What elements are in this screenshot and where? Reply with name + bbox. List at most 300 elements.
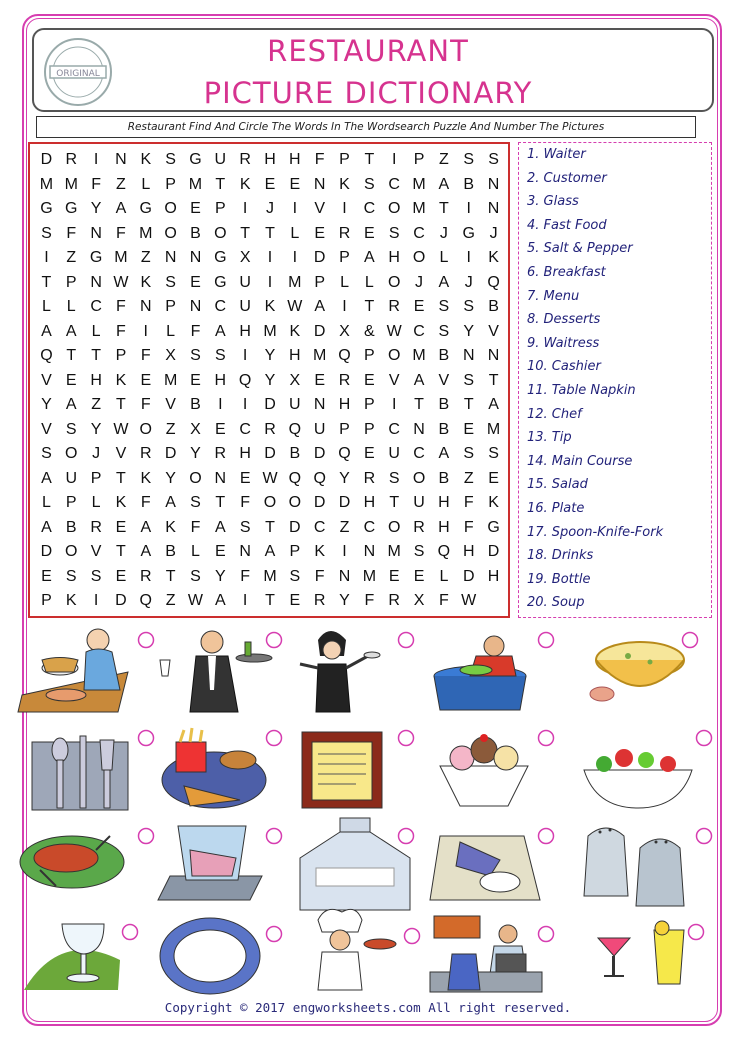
grid-letter[interactable]: F [140,494,151,512]
grid-letter[interactable]: O [139,420,152,438]
grid-letter[interactable]: M [412,347,426,365]
grid-letter[interactable]: T [488,371,499,389]
grid-letter[interactable]: K [115,371,127,389]
grid-letter[interactable]: S [488,151,499,168]
grid-letter[interactable]: V [165,396,176,414]
grid-letter[interactable]: Y [264,371,276,389]
grid-letter[interactable]: C [363,200,376,218]
grid-letter[interactable]: F [66,224,77,242]
grid-letter[interactable]: F [314,151,325,168]
grid-letter[interactable]: A [65,396,77,414]
grid-letter[interactable]: P [339,420,350,438]
grid-letter[interactable]: J [489,224,498,242]
grid-letter[interactable]: S [41,224,52,242]
grid-letter[interactable]: Q [338,347,351,365]
grid-letter[interactable]: Y [90,420,102,438]
grid-letter[interactable]: B [165,543,176,561]
grid-letter[interactable]: N [189,249,202,267]
grid-letter[interactable]: N [462,347,475,365]
grid-letter[interactable]: L [141,175,151,193]
grid-letter[interactable]: N [90,273,102,291]
grid-letter[interactable]: R [388,298,400,316]
grid-letter[interactable]: C [239,420,251,438]
grid-letter[interactable]: P [115,347,127,365]
grid-letter[interactable]: C [413,224,425,242]
grid-letter[interactable]: Q [40,347,53,365]
grid-letter[interactable]: H [487,567,500,585]
grid-letter[interactable]: Z [439,151,449,168]
grid-letter[interactable]: E [41,567,52,585]
grid-letter[interactable]: S [289,567,301,585]
grid-letter[interactable]: Z [165,420,176,438]
grid-letter[interactable]: Y [165,469,176,487]
grid-letter[interactable]: A [314,298,325,316]
grid-letter[interactable]: B [438,420,450,438]
grid-letter[interactable]: R [65,151,78,168]
grid-letter[interactable]: E [413,298,425,316]
grid-letter[interactable]: S [190,347,201,365]
grid-letter[interactable]: I [292,249,298,267]
grid-letter[interactable]: I [242,200,248,218]
grid-letter[interactable]: T [41,273,52,291]
grid-letter[interactable]: S [364,175,375,193]
grid-letter[interactable]: Q [288,469,302,487]
grid-letter[interactable]: Y [90,200,102,218]
grid-letter[interactable]: G [89,249,103,267]
grid-letter[interactable]: H [289,151,301,168]
grid-letter[interactable]: P [90,469,102,487]
grid-letter[interactable]: R [313,592,326,610]
grid-letter[interactable]: T [215,494,226,512]
grid-letter[interactable]: E [388,567,400,585]
grid-letter[interactable]: B [190,396,201,414]
grid-letter[interactable]: P [165,175,176,193]
grid-letter[interactable]: D [313,494,326,512]
grid-letter[interactable]: D [313,445,326,463]
grid-letter[interactable]: E [65,371,77,389]
grid-letter[interactable]: S [65,420,77,438]
grid-letter[interactable]: O [189,469,202,487]
grid-letter[interactable]: L [439,249,449,267]
grid-letter[interactable]: N [338,567,351,585]
grid-letter[interactable]: H [388,249,400,267]
grid-letter[interactable]: K [65,592,77,610]
grid-letter[interactable]: O [65,445,78,463]
grid-letter[interactable]: D [313,322,326,340]
grid-letter[interactable]: M [387,543,401,561]
grid-letter[interactable]: O [164,224,177,242]
grid-letter[interactable]: S [41,445,52,463]
grid-letter[interactable]: Y [463,322,475,340]
grid-letter[interactable]: J [265,200,274,218]
grid-letter[interactable]: S [388,224,400,242]
grid-letter[interactable]: I [292,200,298,218]
grid-letter[interactable]: E [314,371,325,389]
grid-letter[interactable]: H [338,396,351,414]
grid-letter[interactable]: M [163,371,178,389]
grid-letter[interactable]: H [239,445,251,463]
grid-letter[interactable]: N [313,396,326,414]
grid-letter[interactable]: W [187,592,204,610]
grid-letter[interactable]: H [289,347,301,365]
grid-letter[interactable]: B [438,347,450,365]
grid-letter[interactable]: O [387,273,401,291]
grid-letter[interactable]: A [41,518,52,536]
grid-letter[interactable]: K [140,273,152,291]
grid-letter[interactable]: F [116,298,126,316]
grid-letter[interactable]: I [267,273,273,291]
grid-letter[interactable]: Q [437,543,451,561]
grid-letter[interactable]: & [364,322,375,340]
grid-letter[interactable]: A [214,322,226,340]
grid-letter[interactable]: R [363,469,376,487]
grid-letter[interactable]: K [289,322,301,340]
grid-letter[interactable]: X [413,592,425,610]
grid-letter[interactable]: M [362,567,377,585]
grid-letter[interactable]: T [91,347,101,365]
grid-letter[interactable]: O [412,469,426,487]
grid-letter[interactable]: P [65,494,77,512]
grid-letter[interactable]: K [140,469,152,487]
grid-letter[interactable]: R [413,518,425,536]
grid-letter[interactable]: Z [66,249,77,267]
grid-letter[interactable]: R [214,445,227,463]
grid-letter[interactable]: O [387,200,401,218]
grid-letter[interactable]: B [438,469,450,487]
grid-letter[interactable]: L [340,273,349,291]
grid-letter[interactable]: M [188,175,203,193]
grid-letter[interactable]: T [116,396,126,414]
grid-letter[interactable]: T [66,347,77,365]
grid-letter[interactable]: T [364,151,375,168]
grid-letter[interactable]: W [287,298,303,316]
grid-letter[interactable]: P [364,347,375,365]
grid-letter[interactable]: X [190,420,201,438]
grid-letter[interactable]: S [463,445,475,463]
grid-letter[interactable]: Y [41,396,52,414]
grid-letter[interactable]: O [412,249,426,267]
grid-letter[interactable]: L [41,298,51,316]
grid-letter[interactable]: S [463,298,475,316]
grid-letter[interactable]: A [65,322,77,340]
grid-letter[interactable]: Y [339,469,350,487]
grid-letter[interactable]: L [439,567,449,585]
grid-letter[interactable]: T [265,518,275,536]
grid-letter[interactable]: E [190,371,201,389]
grid-letter[interactable]: A [115,200,127,218]
grid-letter[interactable]: U [214,151,227,168]
grid-letter[interactable]: N [164,249,177,267]
grid-letter[interactable]: L [91,322,101,340]
grid-letter[interactable]: G [487,518,500,536]
grid-letter[interactable]: K [488,249,499,267]
grid-letter[interactable]: P [314,273,325,291]
grid-letter[interactable]: M [39,175,54,193]
grid-letter[interactable]: M [139,224,153,242]
grid-letter[interactable]: I [242,592,248,610]
grid-letter[interactable]: L [66,298,76,316]
grid-letter[interactable]: Q [238,371,252,389]
grid-letter[interactable]: H [438,494,450,512]
grid-letter[interactable]: D [487,543,500,561]
grid-letter[interactable]: M [313,347,327,365]
grid-letter[interactable]: L [41,494,51,512]
grid-letter[interactable]: I [391,396,397,414]
grid-letter[interactable]: N [239,543,251,561]
grid-letter[interactable]: P [65,273,77,291]
grid-letter[interactable]: E [364,371,375,389]
grid-letter[interactable]: Q [139,592,152,610]
grid-letter[interactable]: E [364,224,375,242]
grid-letter[interactable]: I [466,200,471,218]
grid-letter[interactable]: A [438,445,450,463]
grid-letter[interactable]: O [164,200,177,218]
grid-letter[interactable]: X [239,249,251,267]
grid-letter[interactable]: H [264,151,276,168]
grid-letter[interactable]: I [143,322,148,340]
grid-letter[interactable]: F [190,322,201,340]
grid-letter[interactable]: V [314,200,325,218]
grid-letter[interactable]: E [314,224,325,242]
grid-letter[interactable]: N [140,298,152,316]
grid-letter[interactable]: T [389,494,400,512]
grid-letter[interactable]: L [91,494,101,512]
grid-letter[interactable]: I [93,592,99,610]
grid-letter[interactable]: N [214,469,227,487]
grid-letter[interactable]: A [214,592,226,610]
grid-letter[interactable]: C [313,518,326,536]
grid-letter[interactable]: O [65,543,78,561]
grid-letter[interactable]: S [463,151,475,168]
grid-letter[interactable]: S [90,567,102,585]
grid-letter[interactable]: D [115,592,127,610]
grid-letter[interactable]: B [463,175,475,193]
grid-letter[interactable]: I [242,396,248,414]
grid-letter[interactable]: B [65,518,77,536]
grid-letter[interactable]: G [40,200,53,218]
grid-letter[interactable]: V [388,371,400,389]
grid-letter[interactable]: L [290,224,300,242]
grid-letter[interactable]: L [364,273,374,291]
grid-letter[interactable]: E [214,420,226,438]
grid-letter[interactable]: I [342,200,347,218]
grid-letter[interactable]: A [488,396,499,414]
grid-letter[interactable]: O [387,518,401,536]
grid-letter[interactable]: G [462,224,475,242]
grid-letter[interactable]: M [64,175,78,193]
grid-letter[interactable]: S [413,543,425,561]
grid-letter[interactable]: H [363,494,376,512]
grid-letter[interactable]: Y [339,592,350,610]
grid-letter[interactable]: D [313,249,326,267]
grid-letter[interactable]: F [364,592,375,610]
grid-letter[interactable]: Q [338,445,351,463]
grid-letter[interactable]: O [263,494,277,512]
grid-letter[interactable]: B [190,224,201,242]
grid-letter[interactable]: S [190,567,201,585]
grid-letter[interactable]: C [388,175,400,193]
grid-letter[interactable]: P [214,200,226,218]
grid-letter[interactable]: G [214,273,227,291]
grid-letter[interactable]: F [463,518,474,536]
grid-letter[interactable]: I [267,249,273,267]
grid-letter[interactable]: W [386,322,402,340]
grid-letter[interactable]: Z [463,469,474,487]
grid-letter[interactable]: Y [190,445,201,463]
grid-letter[interactable]: S [438,322,450,340]
grid-letter[interactable]: M [288,273,302,291]
grid-letter[interactable]: W [113,420,129,438]
grid-letter[interactable]: N [115,151,127,168]
grid-letter[interactable]: R [140,445,152,463]
grid-letter[interactable]: H [239,322,251,340]
grid-letter[interactable]: I [342,298,347,316]
grid-letter[interactable]: Z [339,518,350,536]
grid-letter[interactable]: C [90,298,102,316]
grid-letter[interactable]: V [41,420,52,438]
grid-letter[interactable]: M [486,420,501,438]
grid-letter[interactable]: Q [487,273,500,291]
grid-letter[interactable]: N [313,175,326,193]
grid-letter[interactable]: Y [264,347,276,365]
grid-letter[interactable]: B [488,298,499,316]
grid-letter[interactable]: N [413,420,425,438]
grid-letter[interactable]: C [388,420,400,438]
grid-letter[interactable]: D [40,151,53,168]
grid-letter[interactable]: D [338,494,351,512]
grid-letter[interactable]: U [388,445,400,463]
grid-letter[interactable]: X [339,322,350,340]
grid-letter[interactable]: P [413,151,425,168]
grid-letter[interactable]: T [265,592,275,610]
grid-letter[interactable]: N [487,175,500,193]
grid-letter[interactable]: T [165,567,176,585]
grid-letter[interactable]: A [413,371,425,389]
grid-letter[interactable]: F [116,224,126,242]
grid-letter[interactable]: N [90,224,102,242]
grid-letter[interactable]: P [339,249,350,267]
grid-letter[interactable]: V [41,371,52,389]
grid-letter[interactable]: K [488,494,499,512]
grid-letter[interactable]: A [140,543,152,561]
grid-letter[interactable]: T [116,469,126,487]
grid-letter[interactable]: A [364,249,375,267]
grid-letter[interactable]: P [41,592,52,610]
grid-letter[interactable]: D [462,567,475,585]
grid-letter[interactable]: E [190,200,201,218]
grid-letter[interactable]: F [116,322,126,340]
grid-letter[interactable]: T [463,396,474,414]
grid-letter[interactable]: V [115,445,127,463]
grid-letter[interactable]: P [364,420,375,438]
grid-letter[interactable]: I [242,347,248,365]
grid-letter[interactable]: G [139,200,152,218]
grid-letter[interactable]: T [364,298,375,316]
grid-letter[interactable]: Z [116,175,126,193]
grid-letter[interactable]: I [391,151,397,168]
grid-letter[interactable]: K [115,494,127,512]
grid-letter[interactable]: E [190,273,201,291]
grid-letter[interactable]: S [65,567,77,585]
grid-letter[interactable]: R [90,518,102,536]
grid-letter[interactable]: V [90,543,102,561]
grid-letter[interactable]: Z [140,249,151,267]
grid-letter[interactable]: M [263,322,277,340]
grid-letter[interactable]: E [463,420,475,438]
grid-letter[interactable]: T [414,396,424,414]
grid-letter[interactable]: A [214,518,226,536]
grid-letter[interactable]: L [191,543,200,561]
grid-letter[interactable]: S [438,298,450,316]
grid-letter[interactable]: S [488,445,499,463]
grid-letter[interactable]: C [413,445,425,463]
grid-letter[interactable]: R [388,592,400,610]
grid-letter[interactable]: M [114,249,128,267]
grid-letter[interactable]: K [140,151,152,168]
grid-letter[interactable]: M [412,200,426,218]
grid-letter[interactable]: P [339,151,350,168]
grid-letter[interactable]: S [190,494,201,512]
grid-letter[interactable]: Y [214,567,226,585]
grid-letter[interactable]: N [487,200,500,218]
grid-letter[interactable]: V [438,371,450,389]
grid-letter[interactable]: M [263,567,277,585]
grid-letter[interactable]: B [289,445,301,463]
grid-letter[interactable]: U [413,494,425,512]
grid-letter[interactable]: S [214,347,226,365]
grid-letter[interactable]: F [439,592,449,610]
grid-letter[interactable]: J [92,445,101,463]
grid-letter[interactable]: M [412,175,426,193]
grid-letter[interactable]: T [215,175,226,193]
grid-letter[interactable]: H [438,518,450,536]
grid-letter[interactable]: J [439,224,448,242]
grid-letter[interactable]: E [264,175,276,193]
grid-letter[interactable]: K [339,175,350,193]
grid-letter[interactable]: A [140,518,152,536]
grid-letter[interactable]: F [240,494,251,512]
grid-letter[interactable]: F [240,567,251,585]
grid-letter[interactable]: D [264,445,276,463]
grid-letter[interactable]: E [115,567,127,585]
grid-letter[interactable]: I [342,543,347,561]
grid-letter[interactable]: E [140,371,152,389]
grid-letter[interactable]: E [214,543,226,561]
grid-letter[interactable]: A [264,543,276,561]
grid-letter[interactable]: Q [288,420,302,438]
grid-letter[interactable]: O [214,224,227,242]
grid-letter[interactable]: X [289,371,301,389]
grid-letter[interactable]: U [65,469,78,487]
grid-letter[interactable]: U [313,420,326,438]
grid-letter[interactable]: Z [165,592,176,610]
grid-letter[interactable]: L [166,322,176,340]
grid-letter[interactable]: W [262,469,278,487]
grid-letter[interactable]: A [438,273,450,291]
grid-letter[interactable]: G [189,151,202,168]
grid-letter[interactable]: K [165,518,176,536]
grid-letter[interactable]: C [363,518,376,536]
grid-letter[interactable]: V [488,322,499,340]
grid-letter[interactable]: W [113,273,129,291]
grid-letter[interactable]: S [165,273,176,291]
grid-letter[interactable]: K [264,298,276,316]
grid-letter[interactable]: P [289,543,301,561]
grid-letter[interactable]: B [438,396,450,414]
grid-letter[interactable]: I [218,396,223,414]
grid-letter[interactable]: H [90,371,102,389]
grid-letter[interactable]: Z [91,396,101,414]
